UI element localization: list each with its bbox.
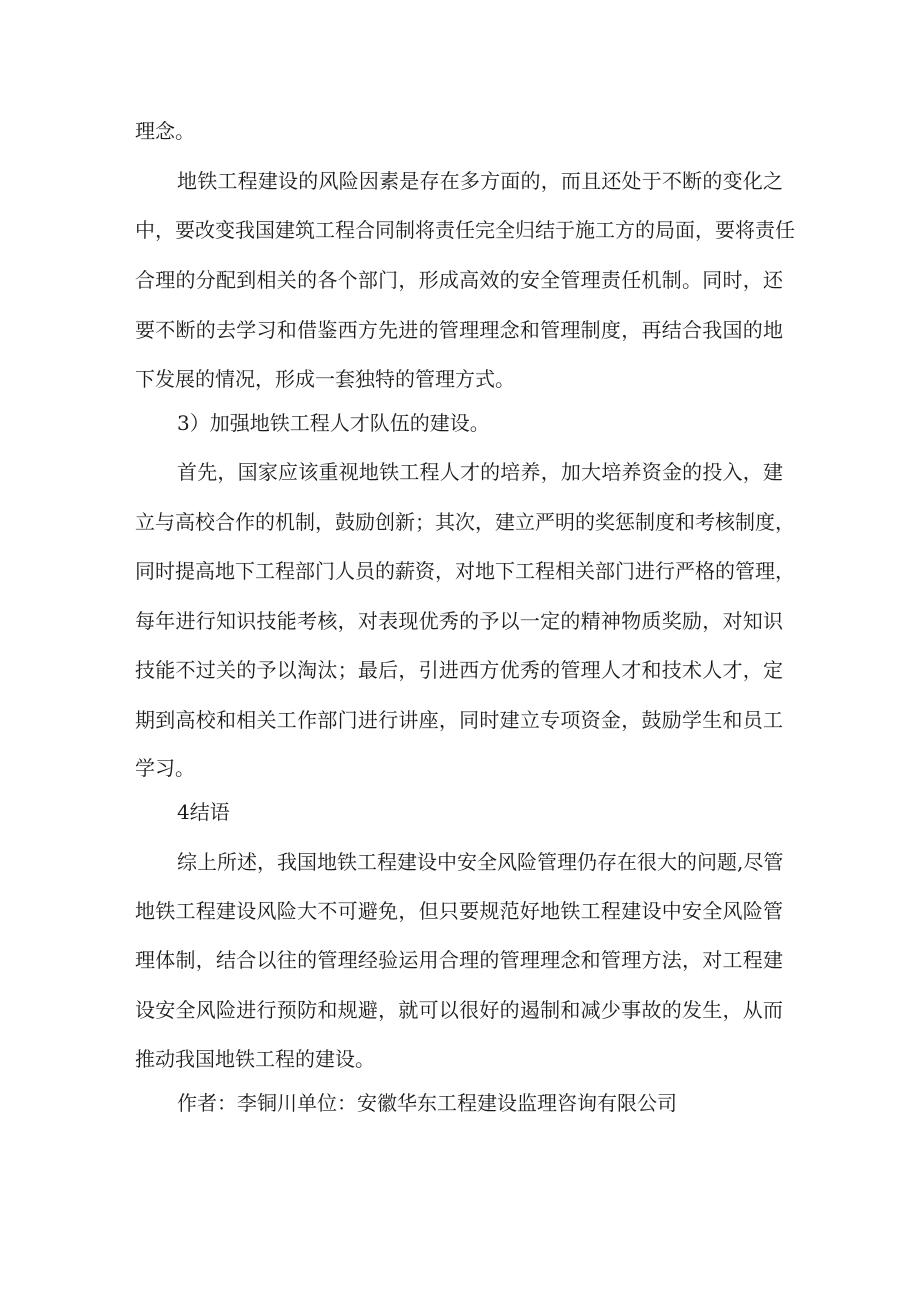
text-line: 中，要改变我国建筑工程合同制将责任完全归结于施工方的局面，要将责任 <box>135 218 795 242</box>
text-line: 立与高校合作的机制，鼓励创新；其次，建立严明的奖惩制度和考核制度， <box>135 510 795 534</box>
text-line: 理体制，结合以往的管理经验运用合理的管理理念和管理方法，对工程建 <box>135 948 783 972</box>
text-line: 每年进行知识技能考核，对表现优秀的予以一定的精神物质奖励，对知识 <box>135 609 783 633</box>
text-line: 综上所述，我国地铁工程建设中安全风险管理仍存在很大的问题,尽管 <box>177 850 784 874</box>
section-heading: 3）加强地铁工程人才队伍的建设。 <box>177 411 490 435</box>
text-line: 同时提高地下工程部门人员的薪资，对地下工程相关部门进行严格的管理， <box>135 559 795 583</box>
text-line: 下发展的情况，形成一套独特的管理方式。 <box>135 367 515 391</box>
text-line: 要不断的去学习和借鉴西方先进的管理理念和管理制度，再结合我国的地 <box>135 318 783 342</box>
author-line: 作者：李铜川单位：安徽华东工程建设监理咨询有限公司 <box>177 1091 677 1115</box>
text-line: 期到高校和相关工作部门进行讲座，同时建立专项资金，鼓励学生和员工 <box>135 708 783 732</box>
section-heading: 4结语 <box>177 800 230 824</box>
text-line: 首先，国家应该重视地铁工程人才的培养，加大培养资金的投入，建 <box>177 460 783 484</box>
text-line: 技能不过关的予以淘汰；最后，引进西方优秀的管理人才和技术人才，定 <box>135 658 783 682</box>
text-line: 理念。 <box>135 119 195 143</box>
text-line: 地铁工程建设风险大不可避免，但只要规范好地铁工程建设中安全风险管 <box>135 899 783 923</box>
text-line: 地铁工程建设的风险因素是存在多方面的，而且还处于不断的变化之 <box>177 169 783 193</box>
text-line: 合理的分配到相关的各个部门，形成高效的安全管理责任机制。同时，还 <box>135 268 783 292</box>
text-line: 设安全风险进行预防和规避，就可以很好的遏制和减少事故的发生，从而 <box>135 998 783 1022</box>
text-line: 学习。 <box>135 756 195 780</box>
text-line: 推动我国地铁工程的建设。 <box>135 1047 375 1071</box>
